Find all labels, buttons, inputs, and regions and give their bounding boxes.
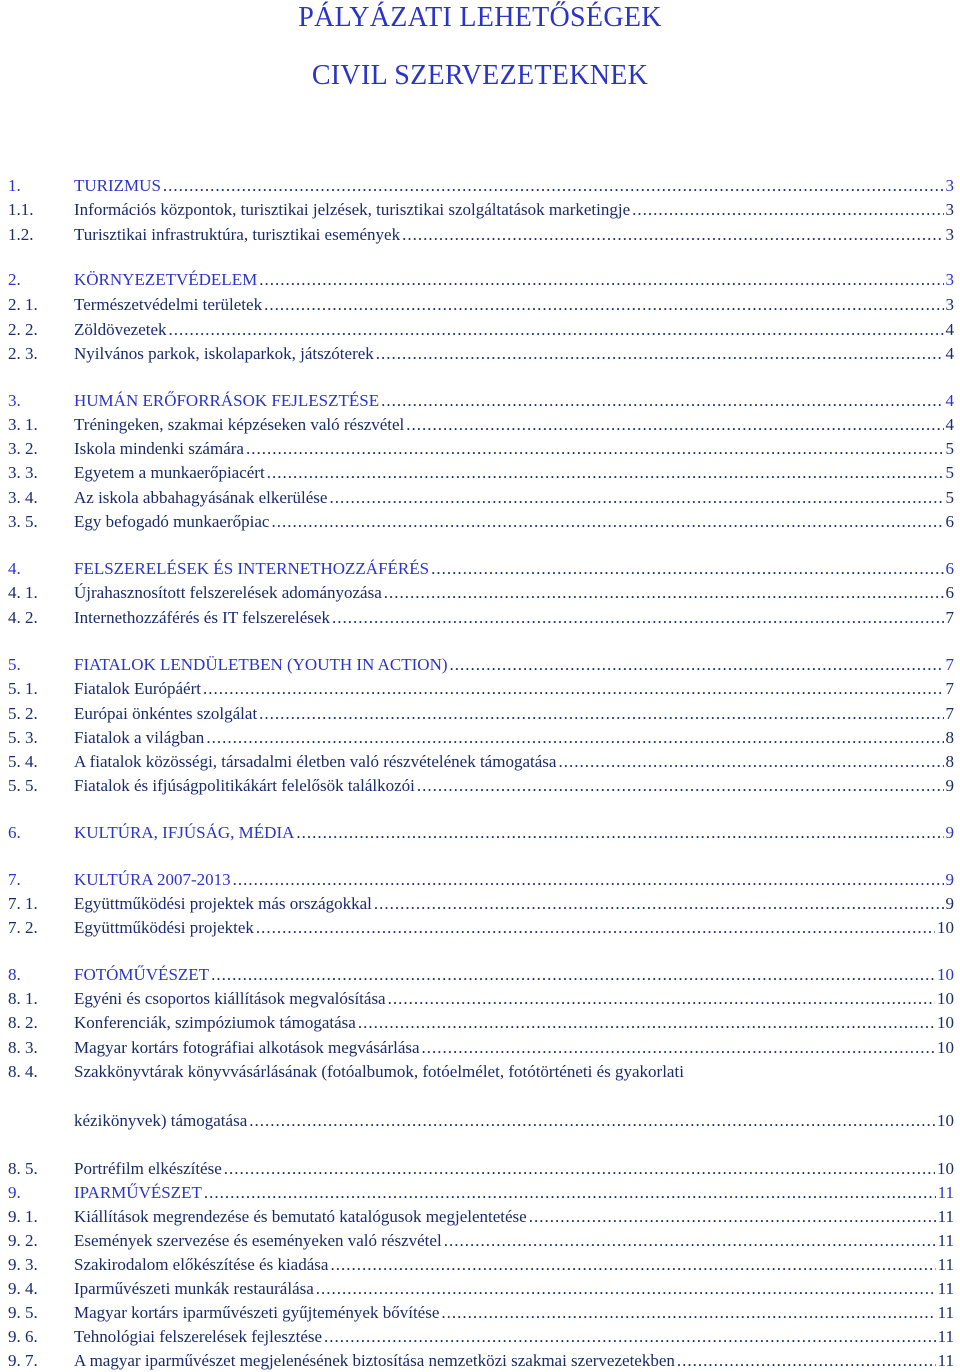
toc-leader-dots xyxy=(632,199,943,221)
toc-leader-dots xyxy=(677,1350,936,1372)
toc-entry-page: 11 xyxy=(937,1327,954,1346)
toc-entry-number: 1.2. xyxy=(8,225,34,244)
toc-entry[interactable] xyxy=(8,319,954,341)
toc-entry-page: 10 xyxy=(937,989,954,1008)
toc-leader-dots xyxy=(417,775,944,797)
toc-entry-label: Iparművészeti munkák restaurálása xyxy=(74,1279,314,1298)
toc-entry-page: 9 xyxy=(945,894,954,913)
toc-entry[interactable] xyxy=(8,269,954,291)
toc-leader-dots xyxy=(264,294,943,316)
toc-entry-label: FIATALOK LENDÜLETBEN (YOUTH IN ACTION) xyxy=(74,655,448,674)
toc-entry[interactable] xyxy=(8,964,954,986)
toc-entry-page: 10 xyxy=(937,1111,954,1130)
toc-entry[interactable] xyxy=(8,1206,954,1228)
document-title: PÁLYÁZATI LEHETŐSÉGEK xyxy=(298,2,662,33)
toc-entry-label: Tehnológiai felszerelések fejlesztése xyxy=(74,1327,323,1346)
toc-entry-label: Újrahasznosított felszerelések adományozása xyxy=(74,583,382,602)
toc-leader-dots xyxy=(316,1278,936,1300)
toc-entry[interactable] xyxy=(8,654,954,676)
toc-entry-number: 9. xyxy=(8,1183,21,1202)
toc-entry-number: 4. 2. xyxy=(8,608,38,627)
toc-entry-page: 6 xyxy=(945,559,954,578)
toc-entry-label: Együttműködési projektek xyxy=(74,918,254,937)
toc-leader-dots xyxy=(246,438,944,460)
toc-entry-page: 11 xyxy=(937,1207,954,1226)
toc-entry[interactable] xyxy=(8,751,954,773)
toc-entry-page: 5 xyxy=(945,488,954,507)
toc-entry[interactable] xyxy=(8,199,954,221)
toc-leader-dots xyxy=(203,678,944,700)
toc-entry-number: 8. 5. xyxy=(8,1159,38,1178)
toc-entry-number: 9. 2. xyxy=(8,1231,38,1250)
toc-leader-dots xyxy=(259,269,943,291)
toc-entry-number: 4. xyxy=(8,559,21,578)
toc-entry-page: 11 xyxy=(937,1351,954,1370)
toc-leader-dots xyxy=(406,414,943,436)
toc-entry-label: Természetvédelmi területek xyxy=(74,295,263,314)
toc-entry[interactable] xyxy=(8,1254,954,1276)
toc-leader-dots xyxy=(169,319,944,341)
toc-entry[interactable] xyxy=(8,703,954,725)
toc-entry-number: 5. xyxy=(8,655,21,674)
toc-entry-page: 10 xyxy=(937,1013,954,1032)
toc-entry-number: 5. 1. xyxy=(8,679,38,698)
toc-entry[interactable] xyxy=(8,1230,954,1252)
toc-entry[interactable] xyxy=(8,917,954,939)
toc-entry-number: 8. 4. xyxy=(8,1062,38,1081)
toc-leader-dots xyxy=(324,1326,936,1348)
toc-entry-label: IPARMŰVÉSZET xyxy=(74,1183,202,1202)
toc-entry-number: 9. 1. xyxy=(8,1207,38,1226)
toc-leader-dots xyxy=(329,487,943,509)
toc-leader-dots xyxy=(441,1302,935,1324)
toc-leader-dots xyxy=(384,582,944,604)
toc-entry-page: 10 xyxy=(937,1159,954,1178)
toc-entry[interactable] xyxy=(8,558,954,580)
toc-entry-label: HUMÁN ERŐFORRÁSOK FEJLESZTÉSE xyxy=(74,391,380,410)
toc-entry-number: 3. 3. xyxy=(8,463,38,482)
toc-entry-continuation[interactable] xyxy=(74,1110,954,1132)
toc-entry-page: 11 xyxy=(937,1303,954,1322)
toc-entry-number: 7. xyxy=(8,870,21,889)
toc-leader-dots xyxy=(267,462,944,484)
toc-entry[interactable] xyxy=(8,1302,954,1324)
toc-entry-number: 3. 2. xyxy=(8,439,38,458)
toc-entry-page: 3 xyxy=(945,200,954,219)
toc-entry-label: FOTÓMŰVÉSZET xyxy=(74,965,210,984)
toc-entry-number: 3. xyxy=(8,391,21,410)
toc-entry[interactable] xyxy=(8,988,954,1010)
toc-entry-page: 5 xyxy=(945,439,954,458)
toc-entry-number: 9. 7. xyxy=(8,1351,38,1370)
toc-leader-dots xyxy=(224,1158,935,1180)
toc-entry-label: Internethozzáférés és IT felszerelések xyxy=(74,608,330,627)
toc-entry-page: 10 xyxy=(937,1038,954,1057)
toc-entry[interactable] xyxy=(8,438,954,460)
toc-entry[interactable] xyxy=(8,869,954,891)
toc-entry[interactable] xyxy=(8,294,954,316)
toc-entry[interactable] xyxy=(8,678,954,700)
toc-entry[interactable] xyxy=(8,511,954,533)
toc-entry[interactable] xyxy=(8,414,954,436)
toc-entry-number: 1. xyxy=(8,176,21,195)
toc-entry-page: 3 xyxy=(945,295,954,314)
toc-entry-label: Magyar kortárs fotográfiai alkotások megvásárlása xyxy=(74,1038,420,1057)
toc-entry[interactable] xyxy=(8,775,954,797)
toc-entry[interactable] xyxy=(8,1012,954,1034)
toc-entry-label: A fiatalok közösségi, társadalmi életben való részvételének támogatása xyxy=(74,752,557,771)
toc-entry-number: 5. 5. xyxy=(8,776,38,795)
toc-entry-label: Egyetem a munkaerőpiacért xyxy=(74,463,265,482)
toc-entry[interactable] xyxy=(8,1182,954,1204)
toc-entry-label: Események szervezése és eseményeken való részvétel xyxy=(74,1231,442,1250)
toc-entry-number: 9. 5. xyxy=(8,1303,38,1322)
toc-entry-number: 5. 3. xyxy=(8,728,38,747)
toc-entry-number: 7. 2. xyxy=(8,918,38,937)
toc-entry-label: Egy befogadó munkaerőpiac xyxy=(74,512,270,531)
toc-entry-page: 7 xyxy=(945,655,954,674)
toc-entry-number: 5. 4. xyxy=(8,752,38,771)
toc-entry-page: 7 xyxy=(945,608,954,627)
toc-entry-number: 3. 1. xyxy=(8,415,38,434)
toc-leader-dots xyxy=(422,1037,935,1059)
toc-entry[interactable] xyxy=(8,1061,954,1083)
toc-leader-dots xyxy=(330,1254,935,1276)
toc-entry-number: 2. 1. xyxy=(8,295,38,314)
toc-entry-page: 4 xyxy=(945,344,954,363)
toc-entry-label: Információs központok, turisztikai jelzések, turisztikai szolgáltatások marketingje xyxy=(74,200,631,219)
toc-entry-label: Portréfilm elkészítése xyxy=(74,1159,222,1178)
toc-entry-number: 8. 2. xyxy=(8,1013,38,1032)
toc-leader-dots xyxy=(450,654,944,676)
toc-entry-page: 6 xyxy=(945,583,954,602)
toc-entry-number: 9. 6. xyxy=(8,1327,38,1346)
toc-entry-page: 9 xyxy=(945,776,954,795)
toc-entry-number: 2. xyxy=(8,270,21,289)
toc-entry[interactable] xyxy=(8,1350,954,1372)
toc-entry-number: 9. 3. xyxy=(8,1255,38,1274)
toc-entry-page: 8 xyxy=(945,728,954,747)
toc-entry[interactable] xyxy=(8,224,954,246)
toc-entry-page: 4 xyxy=(945,391,954,410)
toc-entry[interactable] xyxy=(8,487,954,509)
toc-entry[interactable] xyxy=(8,727,954,749)
toc-leader-dots xyxy=(402,224,943,246)
toc-entry-label: KULTÚRA, IFJÚSÁG, MÉDIA xyxy=(74,823,295,842)
toc-entry-label: KÖRNYEZETVÉDELEM xyxy=(74,270,258,289)
toc-leader-dots xyxy=(358,1012,935,1034)
toc-entry[interactable] xyxy=(8,607,954,629)
toc-entry-page: 4 xyxy=(945,415,954,434)
toc-entry-label: Tréningeken, szakmai képzéseken való részvétel xyxy=(74,415,405,434)
toc-entry-page: 11 xyxy=(937,1183,954,1202)
toc-leader-dots xyxy=(259,703,943,725)
toc-entry-number: 6. xyxy=(8,823,21,842)
toc-entry-page: 11 xyxy=(937,1255,954,1274)
toc-entry-label: Az iskola abbahagyásának elkerülése xyxy=(74,488,328,507)
toc-entry-number: 3. 5. xyxy=(8,512,38,531)
toc-leader-dots xyxy=(444,1230,936,1252)
toc-entry-page: 9 xyxy=(945,823,954,842)
toc-entry-number: 2. 3. xyxy=(8,344,38,363)
toc-entry-label: KULTÚRA 2007-2013 xyxy=(74,870,231,889)
toc-entry-label: Fiatalok Európáért xyxy=(74,679,201,698)
toc-entry-label: Szakkönyvtárak könyvvásárlásának (fotóalbumok, fotóelmélet, fotótörténeti és gyakorlati xyxy=(74,1062,684,1081)
toc-entry[interactable] xyxy=(8,343,954,365)
toc-entry-label: Konferenciák, szimpóziumok támogatása xyxy=(74,1013,356,1032)
toc-entry-number: 4. 1. xyxy=(8,583,38,602)
toc-entry-label: Fiatalok és ifjúságpolitikákárt felelősök találkozói xyxy=(74,776,415,795)
toc-leader-dots xyxy=(388,988,935,1010)
toc-entry-page: 10 xyxy=(937,918,954,937)
toc-entry-number: 8. 3. xyxy=(8,1038,38,1057)
toc-entry-number: 7. 1. xyxy=(8,894,38,913)
toc-entry-number: 1.1. xyxy=(8,200,34,219)
toc-leader-dots xyxy=(211,964,935,986)
toc-entry-page: 5 xyxy=(945,463,954,482)
toc-entry-number: 9. 4. xyxy=(8,1279,38,1298)
toc-leader-dots xyxy=(163,175,944,197)
toc-entry-number: 2. 2. xyxy=(8,320,38,339)
toc-leader-dots xyxy=(296,822,943,844)
toc-entry-number: 8. 1. xyxy=(8,989,38,1008)
toc-entry[interactable] xyxy=(8,1278,954,1300)
toc-entry[interactable] xyxy=(8,1326,954,1348)
toc-entry[interactable] xyxy=(8,822,954,844)
toc-entry-label: Nyilvános parkok, iskolaparkok, játszóterek xyxy=(74,344,374,363)
toc-entry-page: 4 xyxy=(945,320,954,339)
toc-leader-dots xyxy=(529,1206,936,1228)
toc-leader-dots xyxy=(332,607,944,629)
toc-leader-dots xyxy=(558,751,943,773)
toc-entry-page: 3 xyxy=(945,176,954,195)
toc-leader-dots xyxy=(249,1110,935,1132)
toc-leader-dots xyxy=(206,727,943,749)
toc-entry-label: Kiállítások megrendezése és bemutató katalógusok megjelentetése xyxy=(74,1207,527,1226)
toc-entry-number: 5. 2. xyxy=(8,704,38,723)
toc-entry-label: Fiatalok a világban xyxy=(74,728,205,747)
toc-entry-label: FELSZERELÉSEK ÉS INTERNETHOZZÁFÉRÉS xyxy=(74,559,430,578)
toc-entry-page: 9 xyxy=(945,870,954,889)
toc-entry-number: 8. xyxy=(8,965,21,984)
toc-leader-dots xyxy=(256,917,935,939)
toc-entry-page: 3 xyxy=(945,225,954,244)
document-subtitle: CIVIL SZERVEZETEKNEK xyxy=(311,60,649,91)
toc-entry-label: Európai önkéntes szolgálat xyxy=(74,704,258,723)
toc-entry[interactable] xyxy=(8,462,954,484)
toc-entry[interactable] xyxy=(8,582,954,604)
toc-entry-page: 7 xyxy=(945,704,954,723)
toc-entry-page: 8 xyxy=(945,752,954,771)
toc-entry[interactable] xyxy=(8,175,954,197)
toc-entry-label: Együttműködési projektek más országokkal xyxy=(74,894,372,913)
toc-entry-page: 3 xyxy=(945,270,954,289)
toc-entry[interactable] xyxy=(8,893,954,915)
toc-entry-page: 10 xyxy=(937,965,954,984)
toc-entry[interactable] xyxy=(8,1158,954,1180)
toc-entry[interactable] xyxy=(8,390,954,412)
toc-entry-label: Magyar kortárs iparművészeti gyűjtemények bővítése xyxy=(74,1303,440,1322)
toc-entry-page: 7 xyxy=(945,679,954,698)
toc-entry-label-continued: kézikönyvek) támogatása xyxy=(74,1111,248,1130)
toc-entry-label: Turisztikai infrastruktúra, turisztikai események xyxy=(74,225,401,244)
toc-entry-page: 6 xyxy=(945,512,954,531)
toc-entry-label: TURIZMUS xyxy=(74,176,161,195)
toc-entry-label: Zöldövezetek xyxy=(74,320,167,339)
toc-leader-dots xyxy=(431,558,943,580)
toc-entry-label: Egyéni és csoportos kiállítások megvalósítása xyxy=(74,989,386,1008)
toc-leader-dots xyxy=(233,869,944,891)
toc-entry-page: 11 xyxy=(937,1279,954,1298)
toc-entry-number: 3. 4. xyxy=(8,488,38,507)
toc-leader-dots xyxy=(374,893,944,915)
toc-entry-label: Iskola mindenki számára xyxy=(74,439,244,458)
toc-entry[interactable] xyxy=(8,1037,954,1059)
toc-entry-label: A magyar iparművészet megjelenésének biztosítása nemzetközi szakmai szervezetekben xyxy=(74,1351,675,1370)
toc-leader-dots xyxy=(271,511,943,533)
toc-leader-dots xyxy=(204,1182,936,1204)
toc-leader-dots xyxy=(381,390,943,412)
toc-entry-label: Szakirodalom előkészítése és kiadása xyxy=(74,1255,329,1274)
toc-entry-page: 11 xyxy=(937,1231,954,1250)
toc-leader-dots xyxy=(376,343,944,365)
